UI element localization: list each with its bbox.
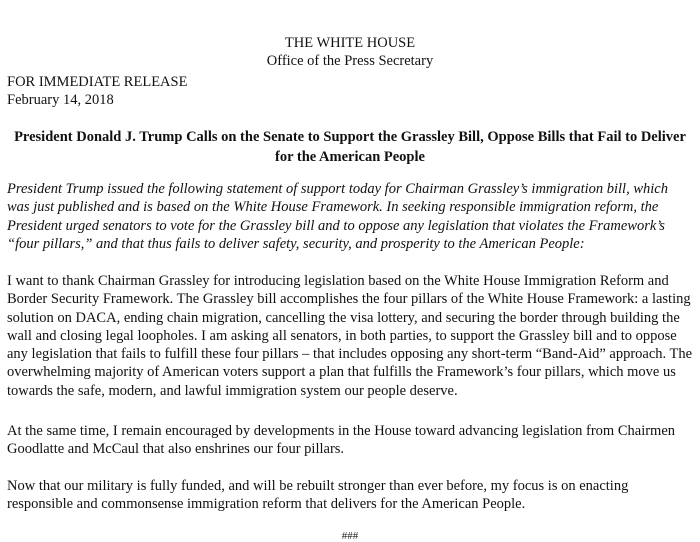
body-paragraph-3: Now that our military is fully funded, and will be rebuilt stronger than ever before, my focus is on enacting responsible and commonsense immigration reform that delivers for the American People. xyxy=(7,478,629,513)
release-title: President Donald J. Trump Calls on the Senate to Support the Grassley Bill, Oppose Bills that Fail to Deliver for the American People xyxy=(14,129,686,165)
header-org: THE WHITE HOUSE xyxy=(284,35,416,51)
header-office: Office of the Press Secretary xyxy=(266,53,434,69)
release-block xyxy=(7,73,187,109)
body-paragraph-2: At the same time, I remain encouraged by developments in the House toward advancing legislation from Chairmen Goodlatte and McCaul that also enshrines our four pillars. xyxy=(7,423,676,458)
release-label: FOR IMMEDIATE RELEASE xyxy=(7,74,188,90)
end-mark: ### xyxy=(341,530,359,542)
intro-paragraph: President Trump issued the following statement of support today for Chairman Grassley’s immigration bill, which was just published and is based on the White House Framework. In seeking responsible immigration reform, the President urged senators to vote for the Grassley bill and to oppose any legislation that violates the Framework’s “four pillars,” and that thus fails to deliver safety, security, and prosperity to the American People: xyxy=(7,181,668,252)
body-paragraph-1: I want to thank Chairman Grassley for introducing legislation based on the White House Immigration Reform and Border Security Framework. The Grassley bill accomplishes the four pillars of the White House Framework: a lasting solution on DACA, ending chain migration, cancelling the visa lottery, and securing the border through building the wall and closing legal loopholes. I am asking all senators, in both parties, to support the Grassley bill and to oppose any legislation that fails to fulfill these four pillars – that includes opposing any short-term “Band-Aid” approach. The overwhelming majority of American voters support a plan that fulfills the Framework’s four pillars, which move us towards the safe, modern, and lawful immigration system our people deserve. xyxy=(7,273,693,399)
release-date: February 14, 2018 xyxy=(7,92,114,108)
